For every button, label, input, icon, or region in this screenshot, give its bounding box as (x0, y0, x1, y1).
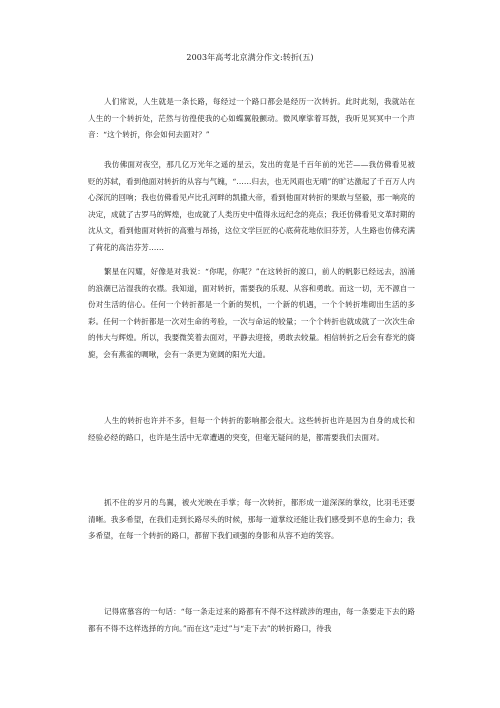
paragraph-4: 人生的转折也许并不多，但每一个转折的影响都会很大。这些转折也许是因为自身的成长和经验必经的路口，也许是生活中无章遭遇的突变，但毫无疑问的是，都需要我们去面对。 (88, 416, 415, 442)
paragraph-3: 繁星在闪耀，好像是对我说：“你呢，你呢？”在这转折的渡口，前人的帆影已经远去，汹涌的浪潮已沾湿我的衣襟。我知道，面对转折，需要我的乐观、从容和勇敢。而这一切，无不源自一份对生活的信心。任何一个转折都是一个新的契机，一个新的机遇，一个个转折堆砌出生活的多彩。任何一个转折都是一次对生命的考验，一次与命运的较量；一个个转折也就成就了一次次生命的伟大与辉煌。所以，我要微笑着去面对，平静去迎接，勇敢去较量。相信转折之后会有春光的旖旎，会有燕雀的啁啾，会有一条更为宽阔的阳光大道。 (88, 267, 415, 359)
document-title: 2003年高考北京满分作文:转折(五) (186, 53, 314, 62)
paragraph-1: 人们常说，人生就是一条长路，每经过一个路口都会是经历一次转折。此时此刻，我就站在人生的一个转折处，茫然与彷徨使我的心如蝶翼般颤动。微风摩挲着耳鼓，我听见冥冥中一个声音：“这个转折，你会如何去面对？” (88, 97, 415, 139)
paragraph-5: 抓不住的岁月的鸟翼，被火光映在手掌；每一次转折，都形成一道深深的掌纹，比羽毛还要清晰。我多希望，在我们走到长路尽头的时候，那每一道掌纹还能让我们感受到不息的生命力；我多希望，在每一个转折的路口，都留下我们顽强的身影和从容不迫的笑容。 (88, 498, 415, 540)
paragraph-6: 记得席慕容的一句话：“每一条走过来的路都有不得不这样跋涉的理由，每一条要走下去的路都有不得不这样选择的方向。”而在这“走过”与“走下去”的转折路口，待我 (88, 607, 415, 633)
paragraph-2: 我仿佛面对夜空，那几亿万光年之遥的星云，发出的竟是千百年前的光芒——我仿佛看见被贬的苏轼，看到他面对转折的从容与气魄，“……归去，也无风雨也无晴”的旷达激起了千百万人内心深沉的回响；我也仿佛看见卢比孔河畔的凯撒大帝，看到他面对转折的果敢与坚毅，那一响亮的决定，成就了古罗马的辉煌，也成就了人类历史中值得永远纪念的亮点；我还仿佛看见文革时期的沈从文，看到他面对转折的高雅与昂扬，这位文学巨匠的心底荷花地依旧芬芳，人生路也仿佛充满了荷花的高洁芬芳…… (88, 160, 415, 252)
